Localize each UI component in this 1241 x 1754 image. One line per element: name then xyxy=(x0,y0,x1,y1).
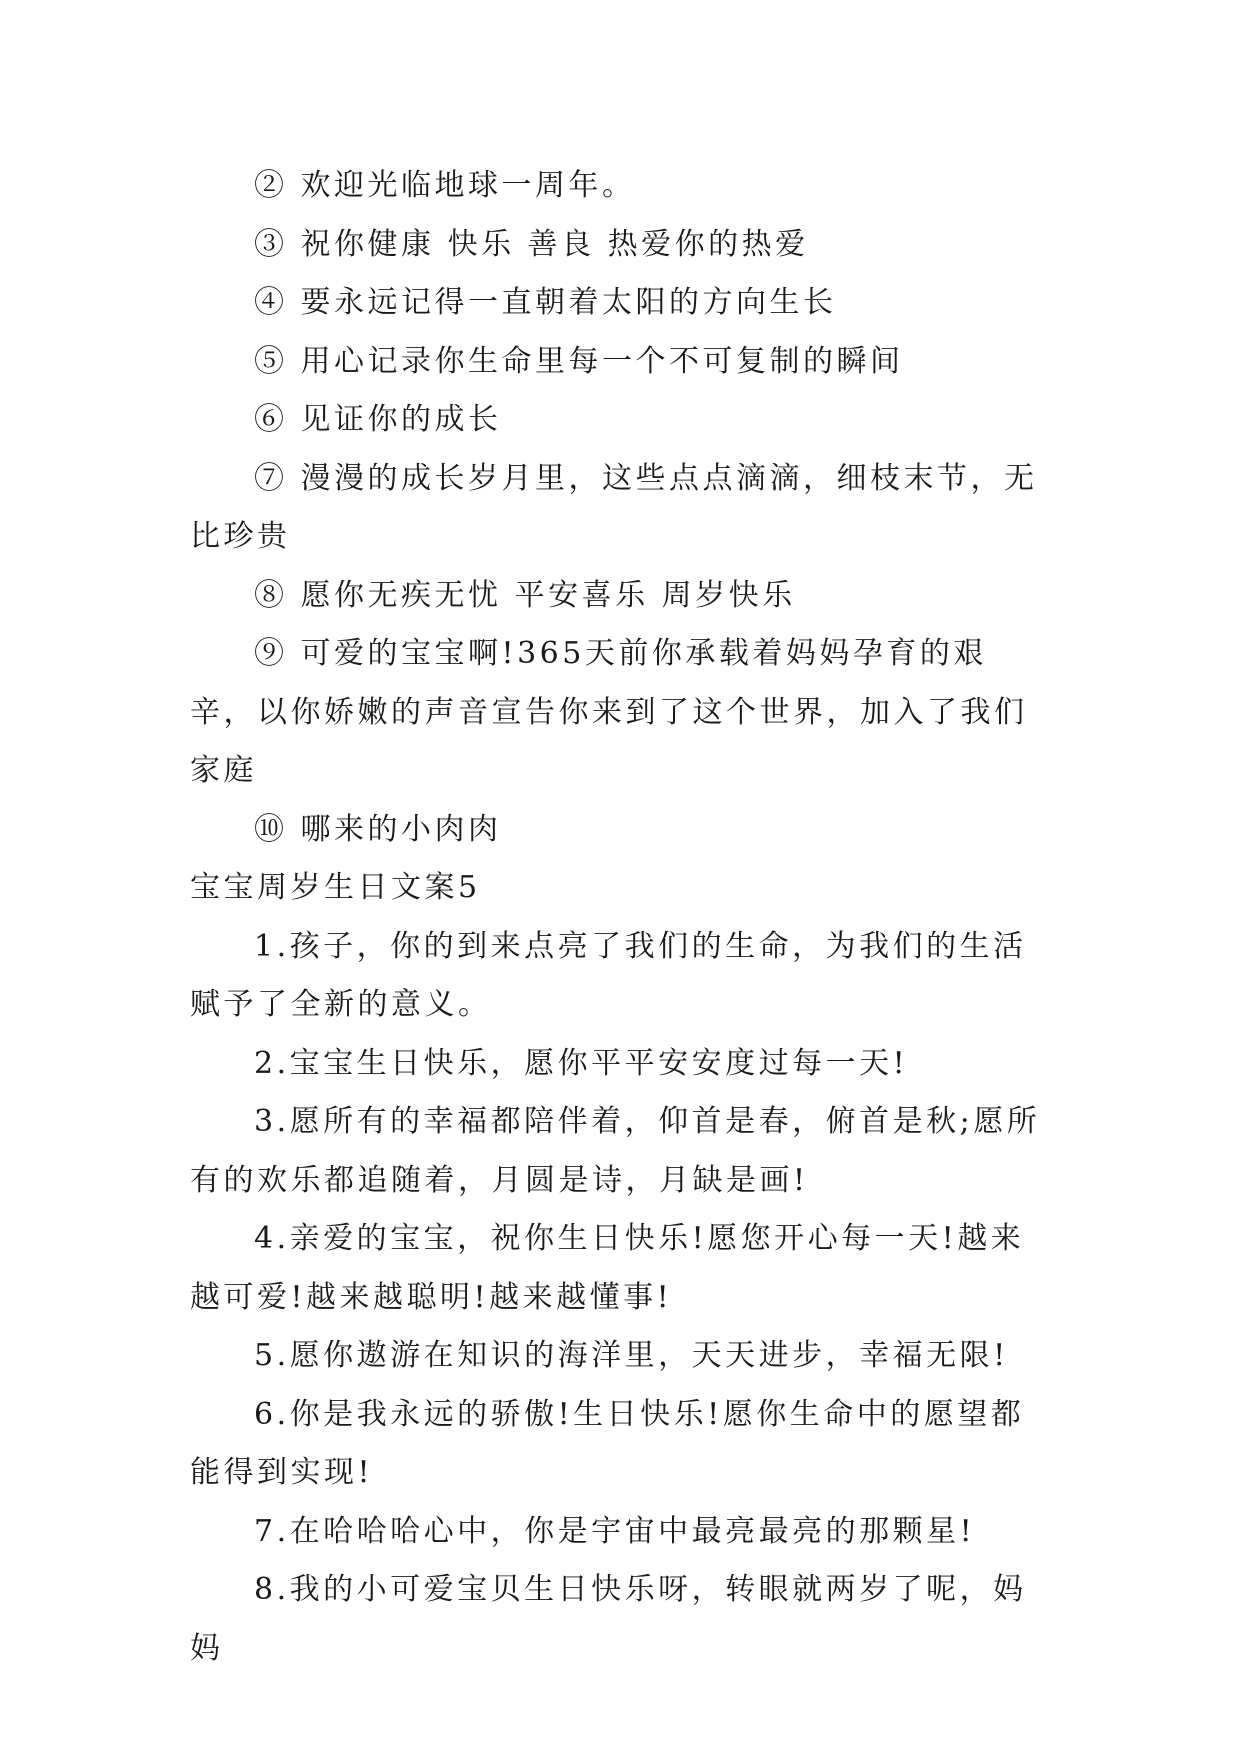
wish-item-8: 8.我的小可爱宝贝生日快乐呀，转眼就两岁了呢，妈妈 xyxy=(190,1572,1027,1666)
list-item-6: ⑥ 见证你的成长 xyxy=(254,402,502,437)
list-item-5: ⑤ 用心记录你生命里每一个不可复制的瞬间 xyxy=(254,343,904,379)
wish-item-6: 6.你是我永远的骄傲!生日快乐!愿你生命中的愿望都能得到实现! xyxy=(190,1396,1025,1490)
wish-item-5: 5.愿你遨游在知识的海洋里，天天进步，幸福无限! xyxy=(254,1338,1009,1373)
wish-item-4: 4.亲爱的宝宝，祝你生日快乐!愿您开心每一天!越来越可爱!越来越聪明!越来越懂事! xyxy=(190,1221,1025,1315)
list-item-3: ③ 祝你健康 快乐 善良 热爱你的热爱 xyxy=(254,226,809,262)
wish-item-7: 7.在哈哈哈心中，你是宇宙中最亮最亮的那颗星! xyxy=(254,1513,976,1549)
document-page xyxy=(190,157,1050,1678)
list-item-4: ④ 要永远记得一直朝着太阳的方向生长 xyxy=(254,285,837,320)
list-item-7: ⑦ 漫漫的成长岁月里，这些点点滴滴，细枝末节，无比珍贵 xyxy=(190,460,1038,554)
list-item-10: ⑩ 哪来的小肉肉 xyxy=(254,811,502,847)
wish-item-1: 1.孩子，你的到来点亮了我们的生命，为我们的生活赋予了全新的意义。 xyxy=(190,928,1027,1022)
list-item-8: ⑧ 愿你无疾无忧 平安喜乐 周岁快乐 xyxy=(254,577,796,613)
wish-item-3: 3.愿所有的幸福都陪伴着，仰首是春，俯首是秋;愿所有的欢乐都追随着，月圆是诗，月缺是画! xyxy=(190,1104,1041,1198)
list-item-9: ⑨ 可爱的宝宝啊!365天前你承载着妈妈孕育的艰辛，以你娇嫩的声音宣告你来到了这个世界，加入了我们家庭 xyxy=(190,636,1028,788)
section-heading: 宝宝周岁生日文案5 xyxy=(190,870,481,905)
wish-item-2: 2.宝宝生日快乐，愿你平平安安度过每一天! xyxy=(254,1045,909,1081)
list-item-2: ② 欢迎光临地球一周年。 xyxy=(254,168,636,203)
